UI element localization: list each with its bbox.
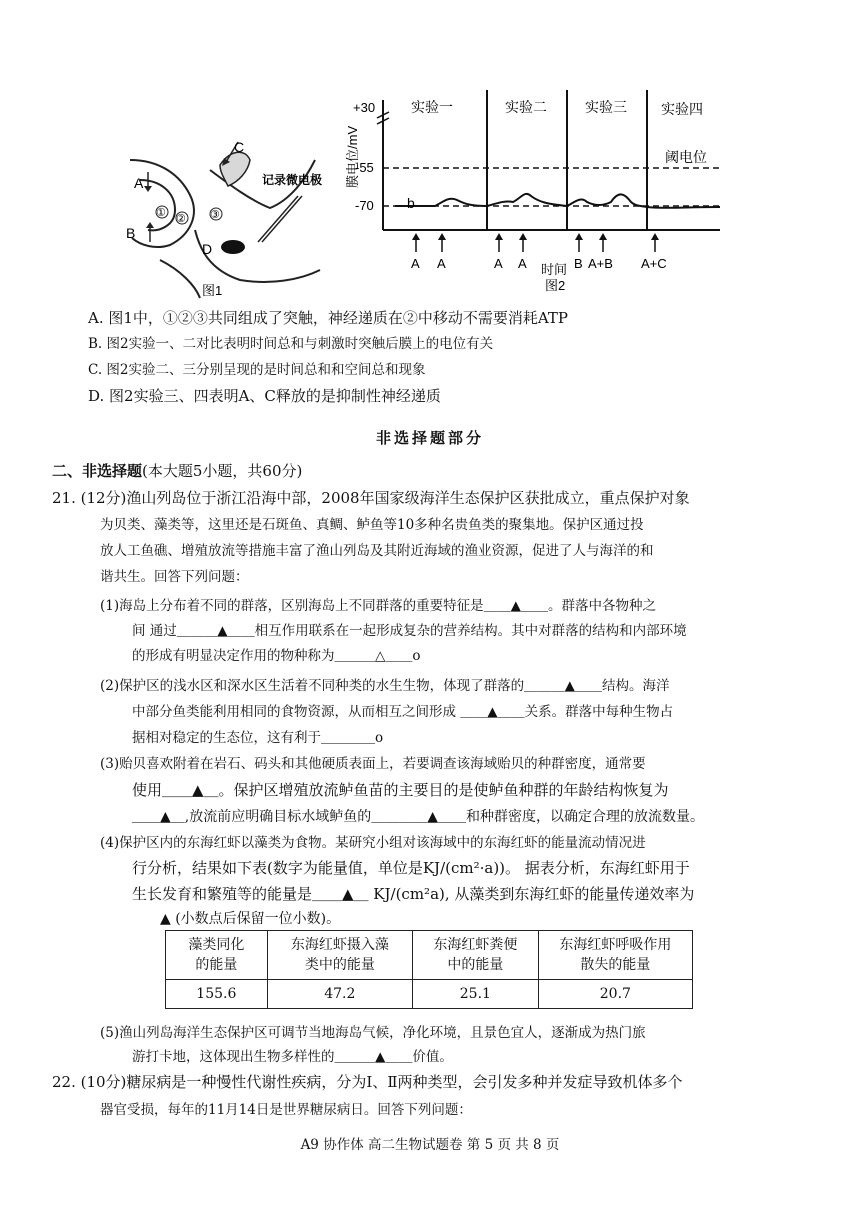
- figure-1-caption: 图1: [202, 283, 223, 298]
- label-a: A: [134, 175, 144, 191]
- q21-p1-line1: (1)海岛上分布着不同的群落，区别海岛上不同群落的重要特征是＿＿▲＿＿。群落中各物种之: [100, 598, 657, 614]
- label-c: C: [234, 139, 245, 155]
- energy-table: [165, 930, 693, 1009]
- y-tick-minus70: -70: [355, 198, 374, 213]
- part2-heading-bold: 二、非选择题: [52, 462, 143, 480]
- figure-1-neuron-diagram: [120, 120, 330, 300]
- part2-note: (本大题5小题，共60分): [142, 462, 303, 480]
- nucleus-d: [221, 240, 245, 254]
- q21-p1-line3: 的形成有明显决定作用的物种称为＿＿＿△＿＿o: [132, 648, 421, 664]
- figure-2-caption: 图2: [545, 278, 566, 293]
- q21-p3-line3: ＿＿▲＿,放流前应明确目标水域鲈鱼的＿＿＿＿▲＿＿和种群密度，以确定合理的放流数量。: [132, 809, 704, 825]
- table-header-cell: 东海红虾呼吸作用 散失的能量: [538, 931, 692, 980]
- option-b: B. 图2实验一、二对比表明时间总和与刺激时突触后膜上的电位有关: [88, 336, 494, 352]
- q21-p5-line2: 游打卡地，这体现出生物多样性的＿＿＿▲＿＿价值。: [132, 1049, 453, 1065]
- axon-line: [160, 260, 200, 298]
- electrode-icon: [258, 196, 298, 242]
- y-axis-label: 膜电位/mV: [345, 125, 360, 188]
- experiment-2-label: 实验二: [505, 99, 547, 115]
- label-1: ①: [156, 207, 166, 219]
- stimulus-5: B: [574, 256, 583, 271]
- section-title: 非选择题部分: [375, 429, 484, 447]
- q21-line3: 放人工鱼礁、增殖放流等措施丰富了渔山列岛及其附近海域的渔业资源，促进了人与海洋的和: [100, 543, 654, 559]
- b-label: b: [407, 195, 415, 211]
- q21-line4: 谐共生。回答下列问题：: [100, 569, 249, 585]
- label-d: D: [202, 241, 213, 257]
- figure-2-potential-chart: [335, 90, 725, 300]
- experiment-3-label: 实验三: [585, 99, 627, 115]
- threshold-label: 阈电位: [665, 149, 707, 165]
- q21-p4-line4: ▲ (小数点后保留一位小数)。: [160, 911, 341, 927]
- table-cell: 20.7: [538, 980, 692, 1009]
- q22-line1: 22. (10分)糖尿病是一种慢性代谢性疾病，分为I、Ⅱ两种类型，会引发多种并发症导致机体多个: [52, 1073, 683, 1091]
- table-row: [166, 980, 693, 1009]
- q21-p4-line3: 生长发育和繁殖等的能量是＿＿▲＿ KJ/(cm²a), 从藻类到东海红虾的能量传递效率为: [132, 885, 695, 903]
- option-a: A. 图1中，①②③共同组成了突触，神经递质在②中移动不需要消耗ATP: [88, 309, 569, 327]
- stimulus-arrows: [416, 236, 655, 252]
- y-tick-minus55: -55: [355, 160, 374, 175]
- q21-line2: 为贝类、藻类等，这里还是石斑鱼、真鲷、鲈鱼等10多种名贵鱼类的聚集地。保护区通过投: [100, 517, 644, 533]
- postsynaptic-membrane-bottom: [195, 230, 320, 282]
- q21-p1-line2: 间 通过＿＿＿▲＿＿相互作用联系在一起形成复杂的营养结构。其中对群落的结构和内部环境: [132, 623, 687, 639]
- q21-line1: 21. (12分)渔山列岛位于浙江沿海中部，2008年国家级海洋生态保护区获批成立，重点保护对象: [52, 489, 690, 507]
- label-electrode: 记录微电极: [262, 173, 323, 187]
- stimulus-4: A: [518, 256, 527, 271]
- stimulus-2: A: [437, 256, 446, 271]
- stimulus-6: A+B: [588, 256, 613, 271]
- q21-p5-line1: (5)渔山列岛海洋生态保护区可调节当地海岛气候，净化环境，且景色宜人，逐渐成为热门旅: [100, 1025, 646, 1041]
- page-footer: A9 协作体 高二生物试题卷 第 5 页 共 8 页: [300, 1137, 560, 1153]
- label-2: ②: [176, 213, 186, 225]
- stimulus-7: A+C: [641, 256, 667, 271]
- stimulus-1: A: [411, 256, 420, 271]
- q21-p2-line1: (2)保护区的浅水区和深水区生活着不同种类的水生生物，体现了群落的＿＿＿▲＿＿结构。海洋: [100, 678, 670, 694]
- presynaptic-membrane: [130, 160, 194, 247]
- q22-line2: 器官受损，每年的11月14日是世界糖尿病日。回答下列问题：: [100, 1102, 472, 1118]
- option-d: D. 图2实验三、四表明A、C释放的是抑制性神经递质: [88, 387, 441, 405]
- q21-p2-line3: 据相对稳定的生态位，这有利于＿＿＿＿o: [132, 730, 384, 746]
- table-cell: 25.1: [413, 980, 539, 1009]
- table-cell: 47.2: [267, 980, 412, 1009]
- q21-p3-line2: 使用＿＿▲＿。保护区增殖放流鲈鱼苗的主要目的是使鲈鱼种群的年龄结构恢复为: [132, 781, 669, 799]
- table-header-cell: 东海红虾粪便 中的能量: [413, 931, 539, 980]
- q21-p4-line1: (4)保护区内的东海红虾以藻类为食物。某研究小组对该海域中的东海红虾的能量流动情况进: [100, 835, 646, 851]
- label-3: ③: [210, 209, 220, 221]
- experiment-1-label: 实验一: [411, 99, 453, 115]
- q21-p4-line2: 行分析，结果如下表(数字为能量值，单位是KJ/(cm²·a))。 据表分析，东海红虾用于: [132, 859, 690, 877]
- option-c: C. 图2实验二、三分别呈现的是时间总和和空间总和现象: [88, 362, 426, 378]
- table-header-cell: 东海红虾摄入藻 类中的能量: [267, 931, 412, 980]
- x-axis-label: 时间: [541, 262, 568, 277]
- label-b: B: [126, 225, 136, 241]
- stimulus-3: A: [494, 256, 503, 271]
- table-cell: 155.6: [166, 980, 268, 1009]
- part2-heading: [52, 460, 302, 482]
- y-tick-plus30: +30: [353, 100, 376, 115]
- table-header-row: [166, 931, 693, 980]
- q21-p3-line1: (3)贻贝喜欢附着在岩石、码头和其他硬质表面上，若要调查该海域贻贝的种群密度，通常要: [100, 756, 646, 772]
- q21-p2-line2: 中部分鱼类能利用相同的食物资源，从而相互之间形成 ＿＿▲＿＿关系。群落中每种生物占: [132, 704, 674, 720]
- experiment-4-label: 实验四: [661, 101, 703, 117]
- table-header-cell: 藻类同化 的能量: [166, 931, 268, 980]
